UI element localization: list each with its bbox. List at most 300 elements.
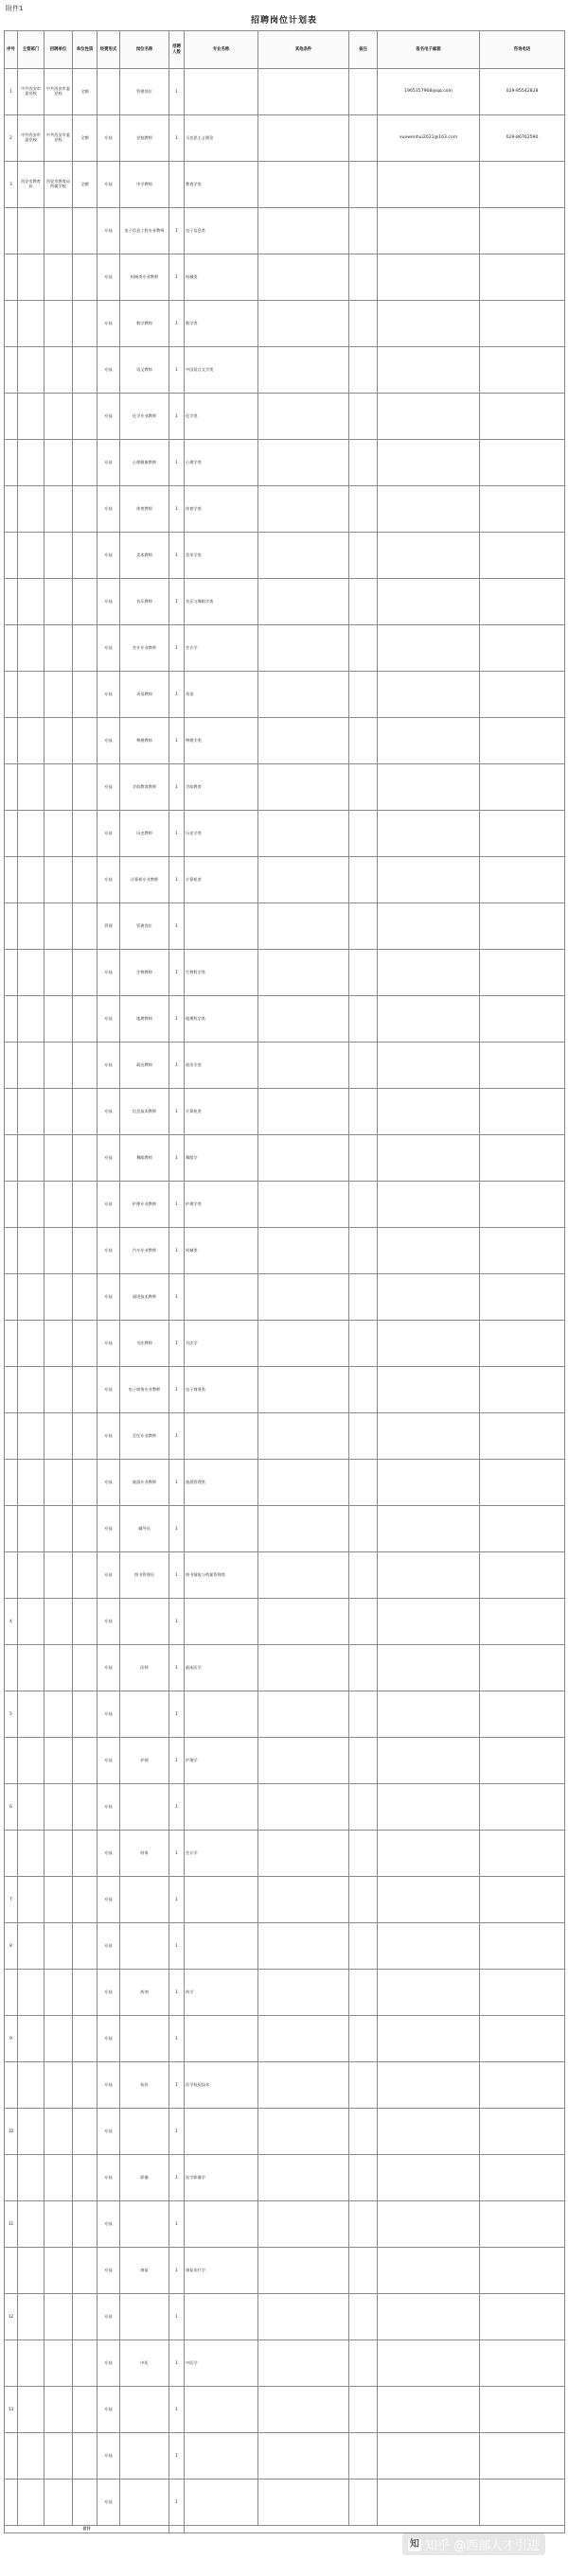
email-cell[interactable] [378,1274,480,1321]
email-cell[interactable] [378,1923,480,1970]
phone-cell: 029-86762590 [480,115,565,162]
funding-cell: 专技 [98,1970,120,2016]
email-cell[interactable] [378,811,480,857]
major-cell: 体育学类 [185,486,258,533]
unit-type-cell [73,1970,98,2016]
email-cell[interactable] [378,1413,480,1460]
unit-cell [44,1738,73,1784]
unit-type-cell [73,1599,98,1645]
funding-cell: 专技 [98,347,120,394]
headcount-cell: 1 [169,903,185,950]
header-cell: 备注 [349,31,378,69]
row-number-cell [5,903,18,950]
remarks-cell [349,1784,378,1831]
post-name-cell: 财务 [120,1831,169,1877]
unit-cell [44,394,73,440]
unit-cell [44,1552,73,1599]
requirements-cell [258,1877,349,1923]
major-cell [185,1877,258,1923]
funding-cell [98,69,120,115]
unit-type-cell [73,1043,98,1089]
remarks-cell [349,347,378,394]
row-number-cell [5,2433,18,2480]
email-cell[interactable] [378,625,480,672]
headcount-cell: 1 [169,1645,185,1691]
email-cell[interactable] [378,486,480,533]
post-name-cell [120,2480,169,2526]
row-number-cell [5,347,18,394]
remarks-cell [349,1970,378,2016]
row-number-cell: 6 [5,1784,18,1831]
unit-type-cell [73,1506,98,1552]
email-cell[interactable] [378,950,480,996]
unit-cell [44,672,73,718]
email-cell[interactable] [378,718,480,764]
funding-cell: 专技 [98,996,120,1043]
post-name-cell: 美术教师 [120,533,169,579]
table-row [5,718,565,764]
email-cell[interactable] [378,1970,480,2016]
post-name-cell: 英语教师 [120,672,169,718]
department-cell [18,301,44,347]
headcount-cell: 1 [169,1784,185,1831]
major-cell [185,1784,258,1831]
phone-cell [480,1970,565,2016]
header-cell: 主管部门 [18,31,44,69]
unit-type-cell [73,1367,98,1413]
email-cell[interactable] [378,672,480,718]
funding-cell: 专技 [98,2155,120,2201]
email-cell[interactable] [378,1552,480,1599]
phone-cell [480,857,565,903]
unit-type-cell [73,1460,98,1506]
headcount-cell: 1 [169,1367,185,1413]
headcount-cell: 1 [169,1182,185,1228]
table-row [5,1043,565,1089]
requirements-cell [258,1691,349,1738]
table-row [5,672,565,718]
email-cell[interactable] [378,2387,480,2433]
major-cell: 教育学类 [185,162,258,208]
row-number-cell [5,1043,18,1089]
post-name-cell [120,1599,169,1645]
row-number-cell [5,1506,18,1552]
unit-type-cell [73,2155,98,2201]
requirements-cell [258,2201,349,2248]
funding-cell: 专技 [98,2109,120,2155]
email-cell[interactable] [378,903,480,950]
post-name-cell [120,2294,169,2340]
email-cell[interactable] [378,1831,480,1877]
row-number-cell [5,1182,18,1228]
headcount-cell: 1 [169,2016,185,2062]
total-label: 合计 [5,2526,169,2533]
post-name-cell: 计算机专业教师 [120,857,169,903]
post-name-cell: 电子信息工程专业教师 [120,208,169,254]
post-name-cell: 音乐教师 [120,579,169,625]
table-row [5,1691,565,1738]
zhihu-logo-icon: 知 [409,2538,419,2550]
remarks-cell [349,2062,378,2109]
email-cell[interactable] [378,579,480,625]
table-row [5,1460,565,1506]
post-name-cell: 电子商务专业教师 [120,1367,169,1413]
email-cell[interactable] [378,1691,480,1738]
phone-cell [480,2387,565,2433]
phone-cell [480,1089,565,1135]
funding-cell: 专技 [98,1089,120,1135]
unit-type-cell [73,208,98,254]
email-cell[interactable] [378,1460,480,1506]
table-row [5,1321,565,1367]
email-cell[interactable] [378,208,480,254]
post-name-cell [120,1923,169,1970]
table-row [5,1877,565,1923]
department-cell [18,533,44,579]
headcount-cell: 1 [169,625,185,672]
row-number-cell [5,1413,18,1460]
email-cell[interactable] [378,1645,480,1691]
table-row [5,996,565,1043]
department-cell [18,2340,44,2387]
funding-cell: 专技 [98,2062,120,2109]
email-cell[interactable] [378,2433,480,2480]
major-cell [185,2201,258,2248]
table-body [5,69,565,2526]
email-cell[interactable] [378,162,480,208]
requirements-cell [258,2433,349,2480]
phone-cell [480,1367,565,1413]
department-cell [18,1599,44,1645]
remarks-cell [349,950,378,996]
unit-cell [44,440,73,486]
phone-cell [480,950,565,996]
major-cell: 康复治疗学 [185,2248,258,2294]
email-cell[interactable] [378,1043,480,1089]
unit-cell [44,1182,73,1228]
table-row [5,1599,565,1645]
department-cell [18,254,44,301]
email-cell[interactable] [378,2201,480,2248]
row-number-cell [5,1274,18,1321]
post-name-cell: 护理专业教师 [120,1182,169,1228]
major-cell: 医学影像学 [185,2155,258,2201]
unit-cell [44,1321,73,1367]
department-cell [18,811,44,857]
phone-cell [480,579,565,625]
table-header-row [5,31,565,69]
row-number-cell [5,996,18,1043]
header-cell: 招聘单位 [44,31,73,69]
phone-cell [480,903,565,950]
row-number-cell [5,1228,18,1274]
email-cell[interactable] [378,254,480,301]
requirements-cell [258,1645,349,1691]
unit-type-cell [73,347,98,394]
email-cell[interactable] [378,1784,480,1831]
major-cell [185,1413,258,1460]
unit-cell [44,1599,73,1645]
row-number-cell: 4 [5,1599,18,1645]
email-cell[interactable] [378,1228,480,1274]
email-cell[interactable] [378,2480,480,2526]
funding-cell: 专技 [98,1831,120,1877]
requirements-cell [258,1228,349,1274]
recruitment-plan-table [4,30,565,2533]
unit-cell: 中共西安市委党校 [44,69,73,115]
row-number-cell [5,1460,18,1506]
unit-type-cell [73,1135,98,1182]
department-cell [18,1228,44,1274]
remarks-cell [349,1645,378,1691]
email-cell[interactable] [378,996,480,1043]
email-cell[interactable] [378,1506,480,1552]
table-row [5,486,565,533]
email-cell[interactable] [378,1738,480,1784]
post-name-cell: 烹饪专业教师 [120,1413,169,1460]
major-cell: 舞蹈学 [185,1135,258,1182]
email-cell[interactable] [378,2155,480,2201]
department-cell [18,1367,44,1413]
department-cell [18,2201,44,2248]
email-cell[interactable] [378,857,480,903]
post-name-cell [120,1877,169,1923]
requirements-cell [258,1738,349,1784]
table-row [5,394,565,440]
headcount-cell: 1 [169,2062,185,2109]
unit-type-cell [73,2248,98,2294]
email-cell[interactable] [378,1367,480,1413]
row-number-cell: 13 [5,2387,18,2433]
email-cell[interactable] [378,1089,480,1135]
row-number-cell [5,1135,18,1182]
phone-cell [480,1691,565,1738]
row-number-cell: 10 [5,2109,18,2155]
unit-cell [44,1970,73,2016]
row-number-cell [5,857,18,903]
unit-type-cell: 全额 [73,69,98,115]
post-name-cell [120,1691,169,1738]
unit-cell [44,811,73,857]
unit-type-cell [73,718,98,764]
email-cell[interactable]: xuewenhui2021@163.com [378,115,480,162]
requirements-cell [258,115,349,162]
email-cell[interactable] [378,2248,480,2294]
unit-type-cell [73,2387,98,2433]
row-number-cell [5,811,18,857]
post-name-cell: 信息技术教师 [120,1089,169,1135]
unit-cell [44,486,73,533]
header-cell: 其他条件 [258,31,349,69]
unit-cell [44,903,73,950]
row-number-cell [5,440,18,486]
email-cell[interactable] [378,2340,480,2387]
post-name-cell: 舞蹈教师 [120,1135,169,1182]
header-cell: 序号 [5,31,18,69]
department-cell [18,1321,44,1367]
unit-type-cell: 全额 [73,115,98,162]
email-cell[interactable] [378,533,480,579]
headcount-cell: 1 [169,1506,185,1552]
unit-cell [44,2480,73,2526]
email-cell[interactable] [378,2016,480,2062]
headcount-cell: 1 [169,254,185,301]
unit-type-cell [73,2201,98,2248]
unit-cell: 中共西安市委党校 [44,115,73,162]
unit-cell [44,2248,73,2294]
unit-type-cell [73,811,98,857]
headcount-cell: 1 [169,115,185,162]
major-cell: 心理学类 [185,440,258,486]
phone-cell [480,718,565,764]
email-cell[interactable] [378,1135,480,1182]
remarks-cell [349,162,378,208]
phone-cell [480,394,565,440]
phone-cell [480,162,565,208]
unit-cell [44,2340,73,2387]
unit-type-cell [73,857,98,903]
funding-cell: 专技 [98,1135,120,1182]
department-cell [18,1182,44,1228]
row-number-cell [5,1321,18,1367]
row-number-cell [5,533,18,579]
table-row [5,2016,565,2062]
major-cell: 图书情报与档案管理类 [185,1552,258,1599]
email-cell[interactable] [378,1182,480,1228]
unit-type-cell [73,625,98,672]
table-row [5,1506,565,1552]
unit-cell [44,2387,73,2433]
phone-cell [480,2155,565,2201]
email-cell[interactable] [378,394,480,440]
headcount-cell: 1 [169,486,185,533]
remarks-cell [349,254,378,301]
funding-cell: 专技 [98,1367,120,1413]
row-number-cell [5,486,18,533]
department-cell [18,996,44,1043]
unit-type-cell [73,394,98,440]
email-cell[interactable] [378,1321,480,1367]
unit-type-cell [73,2016,98,2062]
table-row [5,1970,565,2016]
major-cell [185,2480,258,2526]
department-cell [18,1645,44,1691]
headcount-cell: 1 [169,579,185,625]
email-cell[interactable] [378,1599,480,1645]
unit-type-cell [73,1645,98,1691]
email-cell[interactable] [378,2062,480,2109]
unit-cell [44,254,73,301]
remarks-cell [349,1413,378,1460]
funding-cell: 专技 [98,1738,120,1784]
headcount-cell: 1 [169,672,185,718]
funding-cell: 专技 [98,1182,120,1228]
email-cell[interactable] [378,764,480,811]
unit-type-cell [73,1691,98,1738]
headcount-cell: 1 [169,1321,185,1367]
header-cell: 招聘人数 [169,31,185,69]
funding-cell: 专技 [98,1691,120,1738]
major-cell [185,2016,258,2062]
major-cell: 旅游管理类 [185,1460,258,1506]
headcount-cell: 1 [169,718,185,764]
funding-cell: 专技 [98,440,120,486]
major-cell [185,69,258,115]
department-cell [18,1877,44,1923]
major-cell: 机械类 [185,254,258,301]
unit-cell [44,1274,73,1321]
post-name-cell: 会计专业教师 [120,625,169,672]
post-name-cell: 书法教师 [120,1321,169,1367]
department-cell [18,2248,44,2294]
unit-type-cell [73,672,98,718]
headcount-cell: 1 [169,208,185,254]
department-cell [18,1784,44,1831]
major-cell: 电子信息类 [185,208,258,254]
major-cell: 中国语言文学类 [185,347,258,394]
email-cell[interactable]: 1965357968@qq.com [378,69,480,115]
table-row [5,579,565,625]
post-name-cell: 党校教师 [120,115,169,162]
email-cell[interactable] [378,1877,480,1923]
email-cell[interactable] [378,2109,480,2155]
headcount-cell: 1 [169,301,185,347]
remarks-cell [349,115,378,162]
post-name-cell: 中医 [120,2340,169,2387]
requirements-cell [258,1923,349,1970]
phone-cell [480,254,565,301]
unit-type-cell [73,533,98,579]
email-cell[interactable] [378,2294,480,2340]
table-row [5,1182,565,1228]
unit-type-cell [73,1738,98,1784]
department-cell [18,2480,44,2526]
major-cell: 书法学 [185,1321,258,1367]
remarks-cell [349,2155,378,2201]
department-cell [18,1089,44,1135]
table-row [5,254,565,301]
funding-cell: 专技 [98,625,120,672]
email-cell[interactable] [378,301,480,347]
phone-cell [480,1784,565,1831]
phone-cell [480,2248,565,2294]
email-cell[interactable] [378,347,480,394]
table-row [5,162,565,208]
requirements-cell [258,718,349,764]
unit-cell [44,208,73,254]
department-cell [18,1460,44,1506]
major-cell [185,903,258,950]
unit-cell [44,1506,73,1552]
phone-cell [480,1460,565,1506]
headcount-cell: 1 [169,1460,185,1506]
department-cell [18,2387,44,2433]
requirements-cell [258,1043,349,1089]
funding-cell: 专技 [98,1552,120,1599]
post-name-cell: 医师 [120,1645,169,1691]
department-cell [18,1413,44,1460]
table-row [5,2248,565,2294]
unit-cell [44,2294,73,2340]
email-cell[interactable] [378,440,480,486]
post-name-cell: 化学专业教师 [120,394,169,440]
remarks-cell [349,1460,378,1506]
phone-cell [480,2109,565,2155]
phone-cell [480,301,565,347]
funding-cell: 专技 [98,1413,120,1460]
phone-cell [480,1738,565,1784]
major-cell: 英语 [185,672,258,718]
